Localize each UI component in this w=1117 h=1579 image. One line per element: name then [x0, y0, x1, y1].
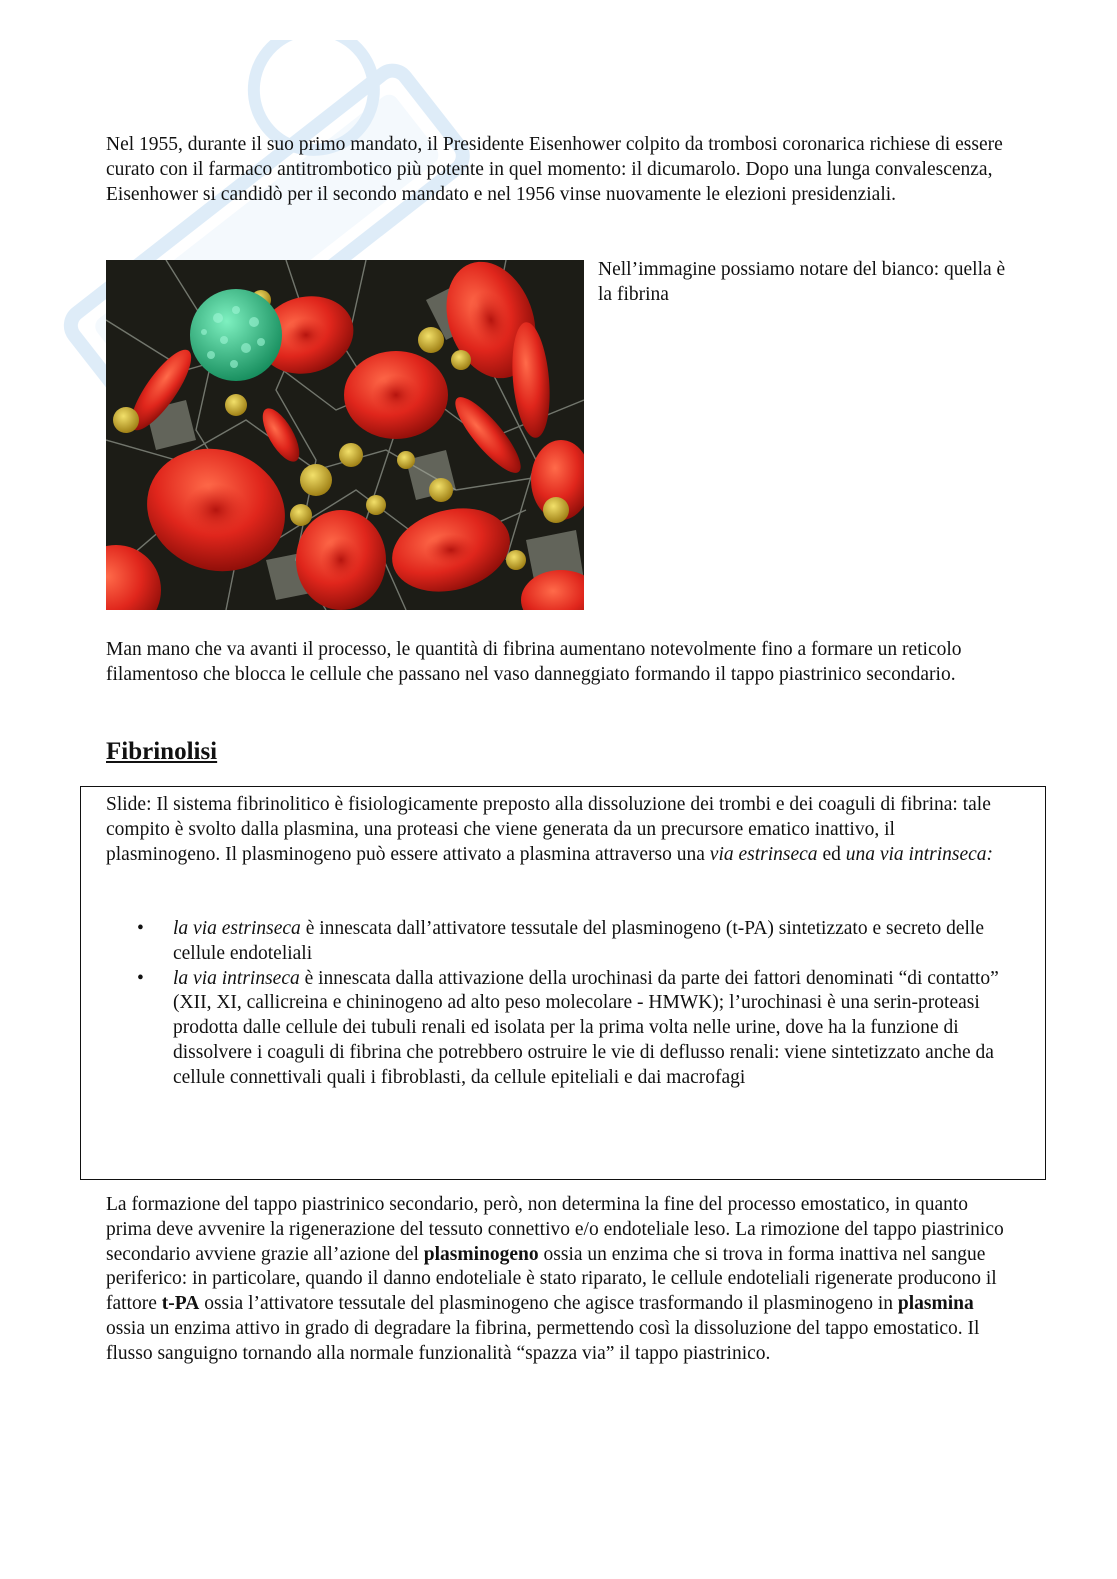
closing-text-4: ossia un enzima attivo in grado di degradare la fibrina, permettendo così la dissoluzione del tappo emostatico. Il flusso sanguigno tornando alla normale funzionalità “spazza via” il tappo piastrinico.: [106, 1317, 980, 1364]
blood-cells-illustration: [106, 260, 584, 610]
closing-bold-3: plasmina: [897, 1293, 974, 1315]
slide-box: [80, 786, 1046, 1180]
closing-text-2: ossia un enzima che si trova in forma inattiva nel sangue periferico: in particolare, quando il danno endoteliale è stato riparato, le cellule endoteliali rigenerate producono il fattore: [106, 1243, 997, 1315]
closing-text-3: ossia l’attivatore tessutale del plasminogeno che agisce trasformando il plasminogeno in: [199, 1293, 898, 1315]
slide-intro-em-1: via estrinseca: [709, 843, 818, 865]
bullet-icon: •: [137, 918, 144, 939]
closing-paragraph: [106, 1193, 1006, 1367]
list-item-text: è innescata dalla attivazione della urochinasi da parte dei fattori denominati “di contatto” (XII, XI, callicreina e chininogeno ad alto peso molecolare - HMWK); l’urochinasi è una serin-proteasi prodotta dalle cellule dei tubuli renali ed isolata per la prima volta nelle urine, dove ha la funzione di dissolvere i coaguli di fibrina che potrebbero ostruire le vie di deflusso renali: viene sintetizzato anche da cellule connettivali quali i fibroblasti, da cellule epiteliali e dai macrofagi: [173, 967, 999, 1088]
slide-intro-text-1: Slide: Il sistema fibrinolitico è fisiologicamente preposto alla dissoluzione dei trombi e dei coaguli di fibrina: tale compito è svolto dalla plasmina, una proteasi che viene generata da un precursore ematico inattivo, il plasminogeno. Il plasminogeno può essere attivato a plasmina attraverso una: [106, 794, 991, 865]
list-item-text: è innescata dall’attivatore tessutale del plasminogeno (t-PA) sintetizzato e secreto delle cellule endoteliali: [173, 918, 984, 964]
list-item: [106, 967, 1006, 1091]
closing-text-1: La formazione del tappo piastrinico secondario, però, non determina la fine del processo emostatico, in quanto prima deve avvenire la rigenerazione del tessuto connettivo e/o endoteliale leso. La rimozione del tappo piastrinico secondario avviene grazie all’azione del: [106, 1194, 1004, 1265]
section-heading: Fibrinolisi: [106, 738, 218, 765]
slide-bullet-list: [106, 917, 1006, 1091]
slide-intro-em-2: una via intrinseca:: [845, 843, 994, 865]
list-item-em: la via estrinseca: [173, 918, 301, 939]
list-item-em: la via intrinseca: [173, 967, 300, 989]
fibrin-paragraph: Man mano che va avanti il processo, le quantità di fibrina aumentano notevolmente fino a formare un reticolo filamentoso che blocca le cellule che passano nel vaso danneggiato formando il tappo piastrinico secondario.: [106, 639, 962, 685]
bullet-icon: •: [137, 967, 144, 989]
intro-paragraph: Nel 1955, durante il suo primo mandato, il Presidente Eisenhower colpito da trombosi coronarica richiese di essere curato con il farmaco antitrombotico più potente in quel momento: il dicumarolo. Dopo una lunga convalescenza, Eisenhower si candidò per il secondo mandato e nel 1956 vinse nuovamente le elezioni presidenziali.: [106, 134, 1003, 205]
image-caption: Nell’immagine possiamo notare del bianco: quella è la fibrina: [598, 259, 1006, 305]
closing-bold-1: plasminogeno: [423, 1243, 539, 1265]
slide-intro-text-2: ed: [817, 843, 846, 865]
list-item: [106, 917, 1006, 967]
blood-cells-image: [106, 260, 584, 610]
closing-bold-2: t-PA: [161, 1293, 200, 1315]
slide-intro: [106, 793, 1006, 867]
white-blood-cell: [190, 289, 282, 381]
